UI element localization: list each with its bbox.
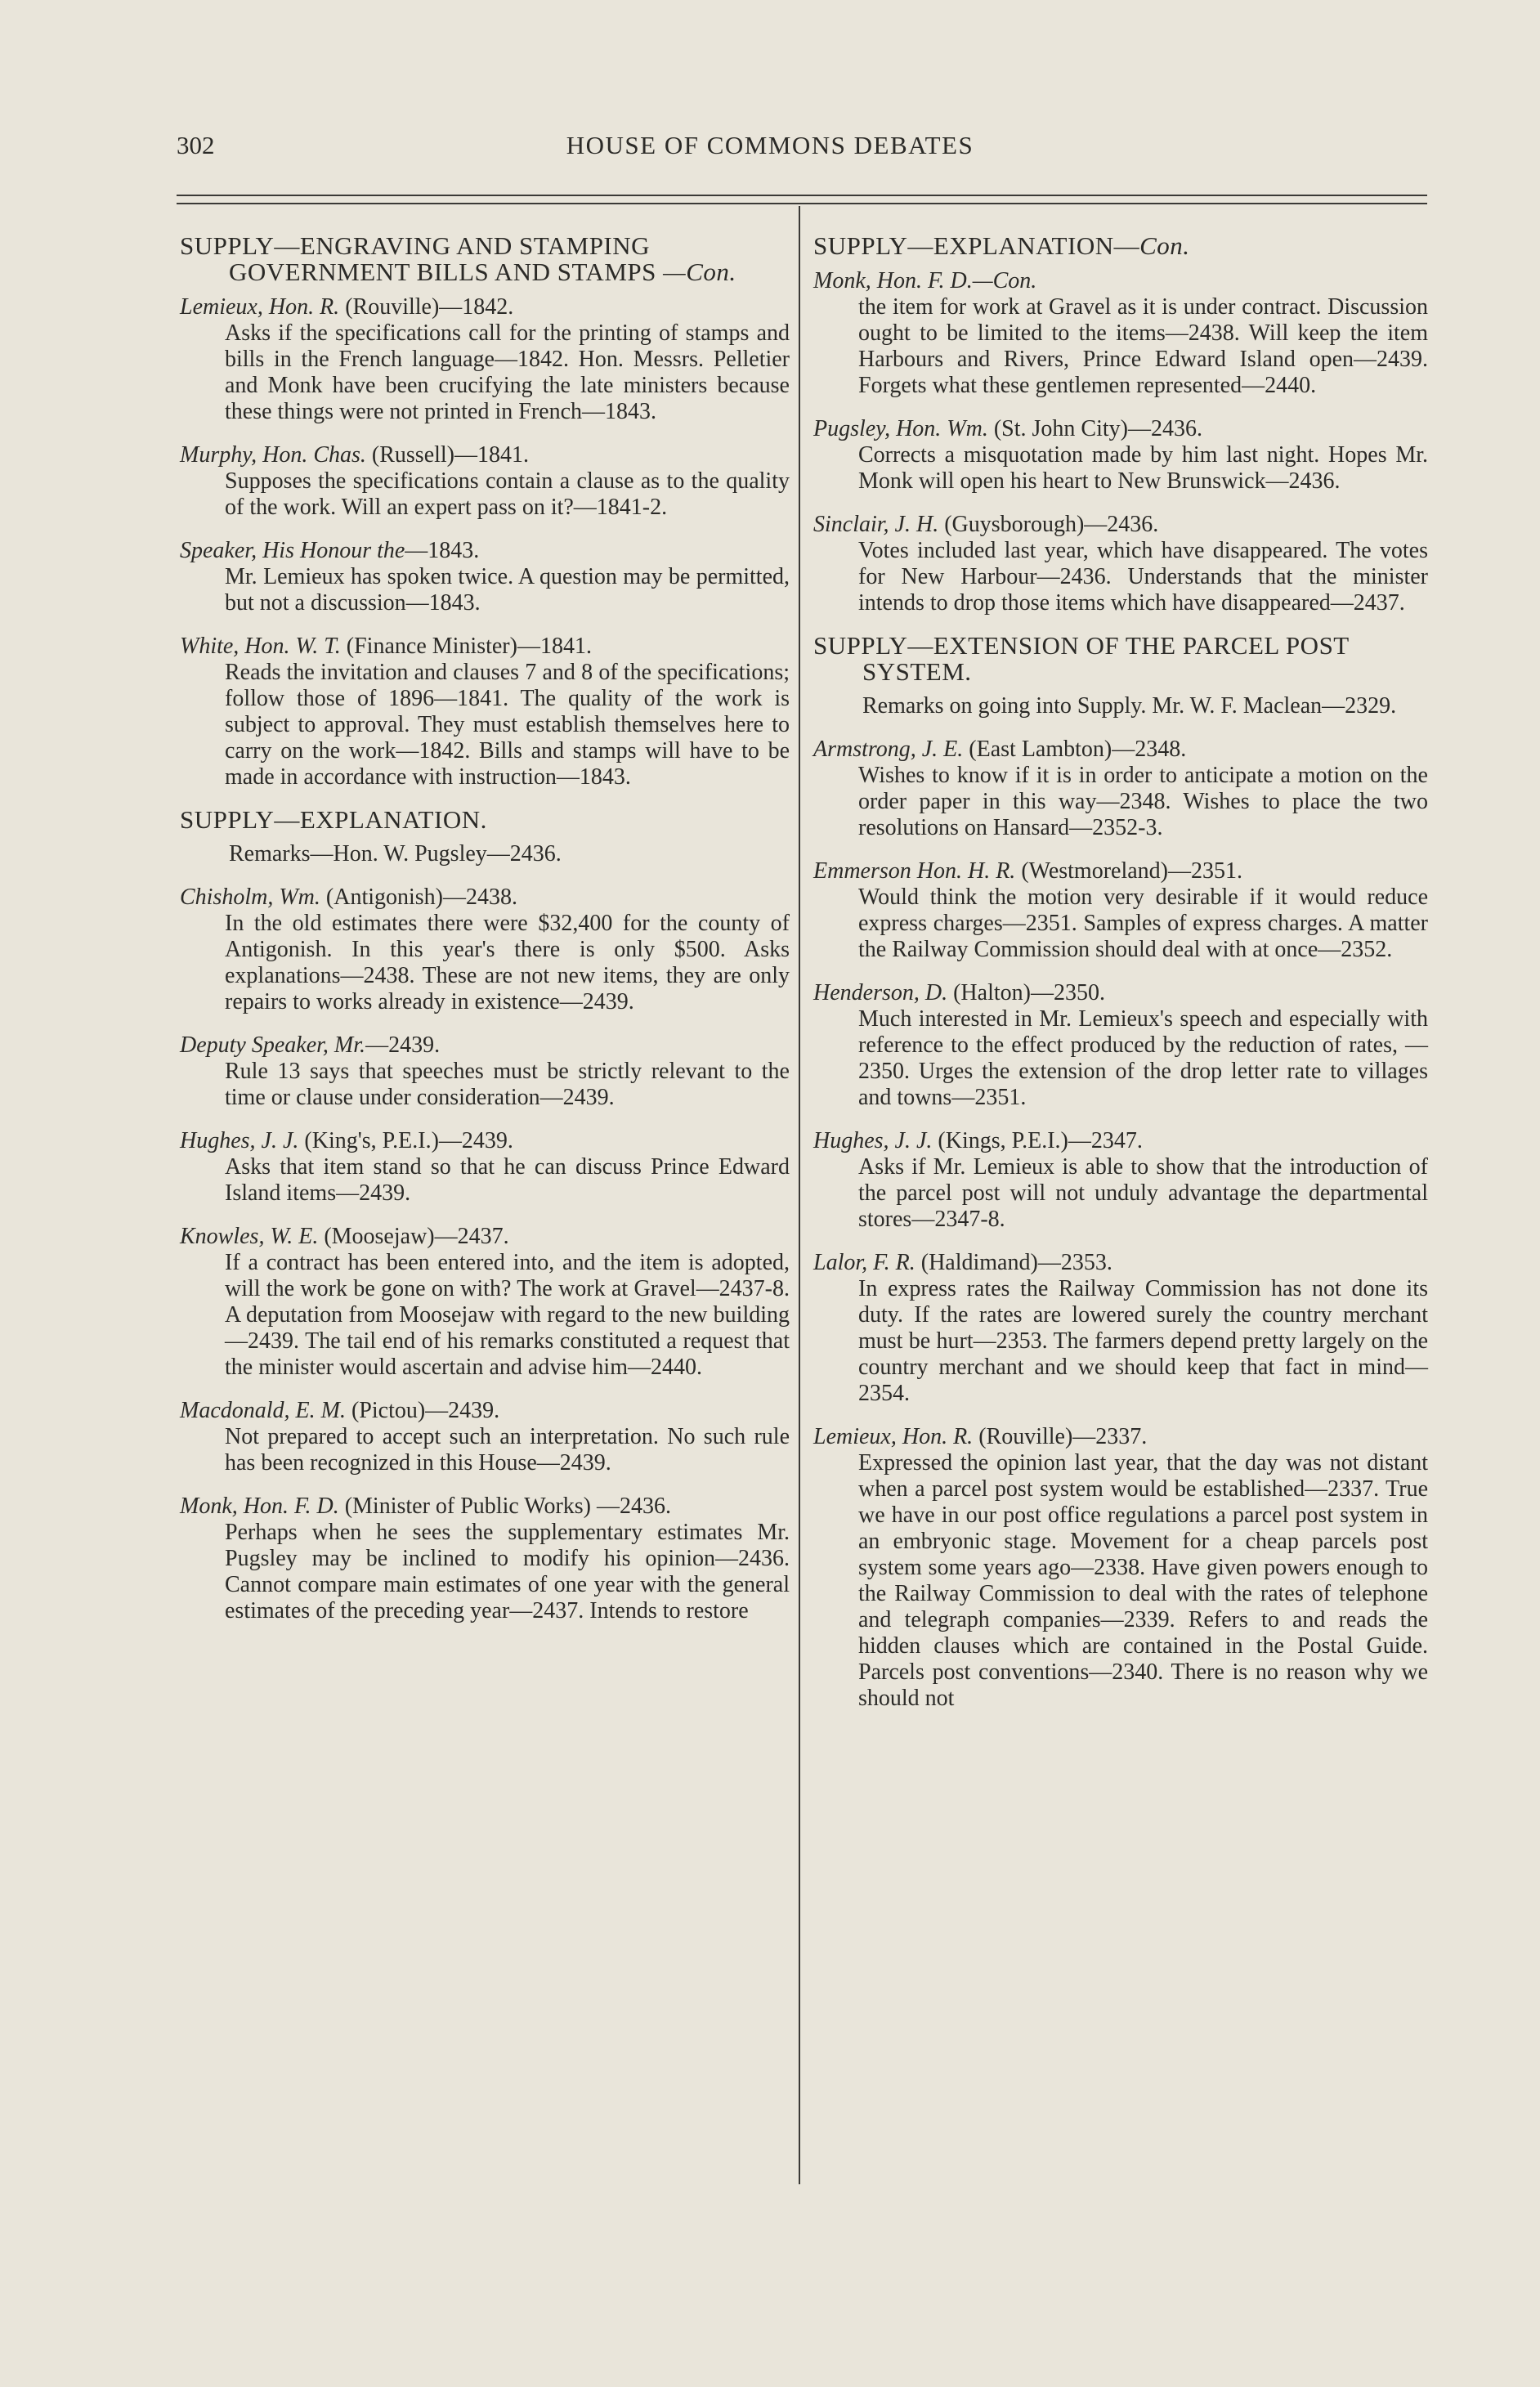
speaker-line <box>813 267 1428 294</box>
speaker-line <box>180 1032 790 1059</box>
section-heading-text: SUPPLY—EXPLANATION— <box>813 231 1140 260</box>
entry-text: Wishes to know if it is in order to anticipate a motion on the order paper in this way—2348. Wishes to place the two resolutions on Hansard—2352-3. <box>858 763 1428 840</box>
speaker-name: Murphy, Hon. Chas. <box>180 442 366 468</box>
running-head: HOUSE OF COMMONS DEBATES <box>566 131 974 159</box>
entry-text: Perhaps when he sees the supplementary estimates Mr. Pugsley may be inclined to modify his opinion—2436. Cannot compare main estimates of one year with the general estimates of the preceding year—2437. Intends to restore <box>225 1520 790 1623</box>
speaker-line <box>813 1249 1428 1276</box>
speaker-name: Pugsley, Hon. Wm. <box>813 416 988 441</box>
speaker-line <box>813 511 1428 538</box>
speaker-name: Armstrong, J. E. <box>813 737 964 762</box>
speaker-riding: (Haldimand)—2353. <box>915 1250 1112 1275</box>
left-column <box>180 233 790 1641</box>
index-entry <box>180 1032 790 1111</box>
entry-text: Votes included last year, which have disappeared. The votes for New Harbour—2436. Understands that the minister intends to drop those items which have disappeared—2437. <box>858 538 1428 616</box>
speaker-riding: (Guysborough)—2436. <box>938 512 1159 537</box>
speaker-name: Sinclair, J. H. <box>813 512 939 537</box>
index-entry <box>180 1397 790 1476</box>
header-rule-bottom <box>177 203 1427 204</box>
speaker-riding: (Finance Minister)—1841. <box>340 634 592 659</box>
right-column <box>813 233 1428 1728</box>
speaker-riding: (Halton)—2350. <box>947 980 1105 1005</box>
speaker-riding: (Rouville)—1842. <box>339 294 514 320</box>
speaker-name: Knowles, W. E. <box>180 1224 319 1249</box>
speaker-riding: —2439. <box>365 1032 441 1058</box>
entry-text: Asks that item stand so that he can discuss Prince Edward Island items—2439. <box>225 1154 790 1206</box>
index-entry <box>813 415 1428 495</box>
speaker-line <box>180 441 790 468</box>
speaker-line <box>813 858 1428 884</box>
speaker-riding: (King's, P.E.I.)—2439. <box>298 1128 513 1153</box>
speaker-line <box>180 633 790 660</box>
speaker-name: Deputy Speaker, Mr. <box>180 1032 366 1058</box>
section-heading-text: SUPPLY—EXTENSION OF THE PARCEL POST SYSTEM. <box>813 631 1350 686</box>
speaker-line <box>180 293 790 320</box>
index-entry <box>813 511 1428 616</box>
speaker-line <box>180 1223 790 1250</box>
speaker-line <box>813 415 1428 442</box>
speaker-line <box>813 1423 1428 1450</box>
speaker-riding: (Antigonish)—2438. <box>320 884 518 910</box>
speaker-line <box>180 884 790 911</box>
speaker-riding: (St. John City)—2436. <box>987 416 1202 441</box>
entry-text: Much interested in Mr. Lemieux's speech and especially with reference to the effect produced by the reduction of rates, —2350. Urges the extension of the drop letter rate to villages and towns—2351. <box>858 1006 1428 1110</box>
entry-text: Mr. Lemieux has spoken twice. A question may be permitted, but not a discussion—1843. <box>225 564 790 616</box>
speaker-line <box>180 1493 790 1520</box>
index-entry <box>180 884 790 1015</box>
section-heading <box>180 807 790 833</box>
index-entry <box>813 267 1428 399</box>
speaker-name: Hughes, J. J. <box>813 1128 933 1153</box>
section-heading-text: SUPPLY—EXPLANATION. <box>180 805 487 834</box>
index-entry <box>813 979 1428 1111</box>
page-number: 302 <box>177 131 215 159</box>
entry-text: Rule 13 says that speeches must be strictly relevant to the time or clause under consideration—2439. <box>225 1059 790 1110</box>
speaker-riding: (Pictou)—2439. <box>345 1398 500 1423</box>
speaker-riding: (Russell)—1841. <box>365 442 530 468</box>
entry-text: Corrects a misquotation made by him last night. Hopes Mr. Monk will open his heart to New Brunswick—2436. <box>858 442 1428 494</box>
index-entry <box>180 1223 790 1381</box>
entry-text: the item for work at Gravel as it is under contract. Discussion ought to be limited to the items—2438. Will keep the item Harbours and Rivers, Prince Edward Island open—2439. Forgets what these gentlemen represented—2440. <box>858 294 1428 398</box>
header-rule-top <box>177 195 1427 196</box>
index-entry <box>813 1127 1428 1233</box>
index-entry <box>813 858 1428 963</box>
speaker-name: Monk, Hon. F. D. <box>180 1494 339 1519</box>
index-entry <box>813 1423 1428 1712</box>
entry-text: Would think the motion very desirable if it would reduce express charges—2351. Samples of express charges. A matter the Railway Commission should deal with at once—2352. <box>858 884 1428 962</box>
speaker-name: Chisholm, Wm. <box>180 884 320 910</box>
index-entry <box>180 441 790 521</box>
index-entry <box>180 537 790 616</box>
speaker-name: White, Hon. W. T. <box>180 634 341 659</box>
entry-text: Expressed the opinion last year, that the day was not distant when a parcel post system would be established—2337. True we have in our post office regulations a parcel post system in an embryonic stage. Movement for a cheap parcels post system some years ago—2338. Have given powers enough to the Railway Commission to deal with the rates of telephone and telegraph companies—2339. Refers to and reads the hidden clauses which are contained in the Postal Guide. Parcels post conventions—2340. There is no reason why we should not <box>858 1450 1428 1711</box>
speaker-name: Lemieux, Hon. R. <box>813 1424 974 1449</box>
entry-text: If a contract has been entered into, and the item is adopted, will the work be gone on with? The work at Gravel—2437-8. A deputation from Moosejaw with regard to the new building—2439. The tail end of his remarks constituted a request that the minister would ascertain and advise him—2440. <box>225 1250 790 1380</box>
speaker-line <box>180 1397 790 1424</box>
index-entry <box>180 293 790 425</box>
section-heading-continued: Con. <box>1139 231 1190 260</box>
section-heading <box>813 633 1428 685</box>
speaker-name: Henderson, D. <box>813 980 948 1005</box>
remarks-text: Remarks on going into Supply. Mr. W. F. Maclean—2329. <box>862 693 1397 719</box>
speaker-riding: (Rouville)—2337. <box>973 1424 1148 1449</box>
index-entry <box>813 736 1428 841</box>
section-heading-text: SUPPLY—ENGRAVING AND STAMPING GOVERNMENT BILLS AND STAMPS <box>180 231 656 286</box>
speaker-line <box>180 1127 790 1154</box>
speaker-line <box>813 736 1428 763</box>
speaker-riding: (Moosejaw)—2437. <box>318 1224 509 1249</box>
entry-text: Asks if the specifications call for the printing of stamps and bills in the French language—1842. Hon. Messrs. Pelletier and Monk have been crucifying the late ministers because these things were not printed in French—1843. <box>225 320 790 424</box>
section-remarks <box>180 841 790 867</box>
speaker-line <box>180 537 790 564</box>
index-entry <box>813 1249 1428 1407</box>
section-remarks <box>813 693 1428 719</box>
speaker-riding: (East Lambton)—2348. <box>963 737 1187 762</box>
section-heading-continued: —Con. <box>663 258 736 286</box>
speaker-riding: (Westmoreland)—2351. <box>1015 858 1242 884</box>
speaker-riding: —1843. <box>405 538 480 563</box>
speaker-riding: (Kings, P.E.I.)—2347. <box>932 1128 1143 1153</box>
index-entry <box>180 1493 790 1624</box>
entry-text: Not prepared to accept such an interpretation. No such rule has been recognized in this House—2439. <box>225 1424 790 1476</box>
entry-text: In the old estimates there were $32,400 for the county of Antigonish. In this year's there is only $500. Asks explanations—2438. These are not new items, they are only repairs to works already in existence—2439. <box>225 911 790 1014</box>
index-entry <box>180 1127 790 1207</box>
speaker-name: Lalor, F. R. <box>813 1250 915 1275</box>
entry-text: In express rates the Railway Commission has not done its duty. If the rates are lowered surely the country merchant must be hurt—2353. The farmers depend pretty largely on the country merchant and we should keep that fact in mind—2354. <box>858 1276 1428 1406</box>
speaker-name: Macdonald, E. M. <box>180 1398 346 1423</box>
speaker-continued: —Con. <box>972 268 1037 293</box>
section-heading <box>180 233 790 285</box>
index-entry <box>180 633 790 790</box>
entry-text: Reads the invitation and clauses 7 and 8 of the specifications; follow those of 1896—1841. The quality of the work is subject to approval. They must establish themselves here to carry on the work—1842. Bills and stamps will have to be made in accordance with instruction—1843. <box>225 660 790 790</box>
entry-text: Supposes the specifications contain a clause as to the quality of the work. Will an expert pass on it?—1841-2. <box>225 468 790 520</box>
speaker-line <box>813 979 1428 1006</box>
speaker-name: Lemieux, Hon. R. <box>180 294 340 320</box>
speaker-name: Hughes, J. J. <box>180 1128 299 1153</box>
section-heading <box>813 233 1428 259</box>
remarks-text: Remarks—Hon. W. Pugsley—2436. <box>229 841 562 867</box>
speaker-name: Speaker, His Honour the <box>180 538 405 563</box>
speaker-name: Monk, Hon. F. D. <box>813 268 973 293</box>
speaker-riding: (Minister of Public Works) —2436. <box>338 1494 672 1519</box>
column-divider <box>799 206 800 2184</box>
speaker-name: Emmerson Hon. H. R. <box>813 858 1016 884</box>
entry-text: Asks if Mr. Lemieux is able to show that the introduction of the parcel post will not unduly advantage the departmental stores—2347-8. <box>858 1154 1428 1232</box>
speaker-line <box>813 1127 1428 1154</box>
